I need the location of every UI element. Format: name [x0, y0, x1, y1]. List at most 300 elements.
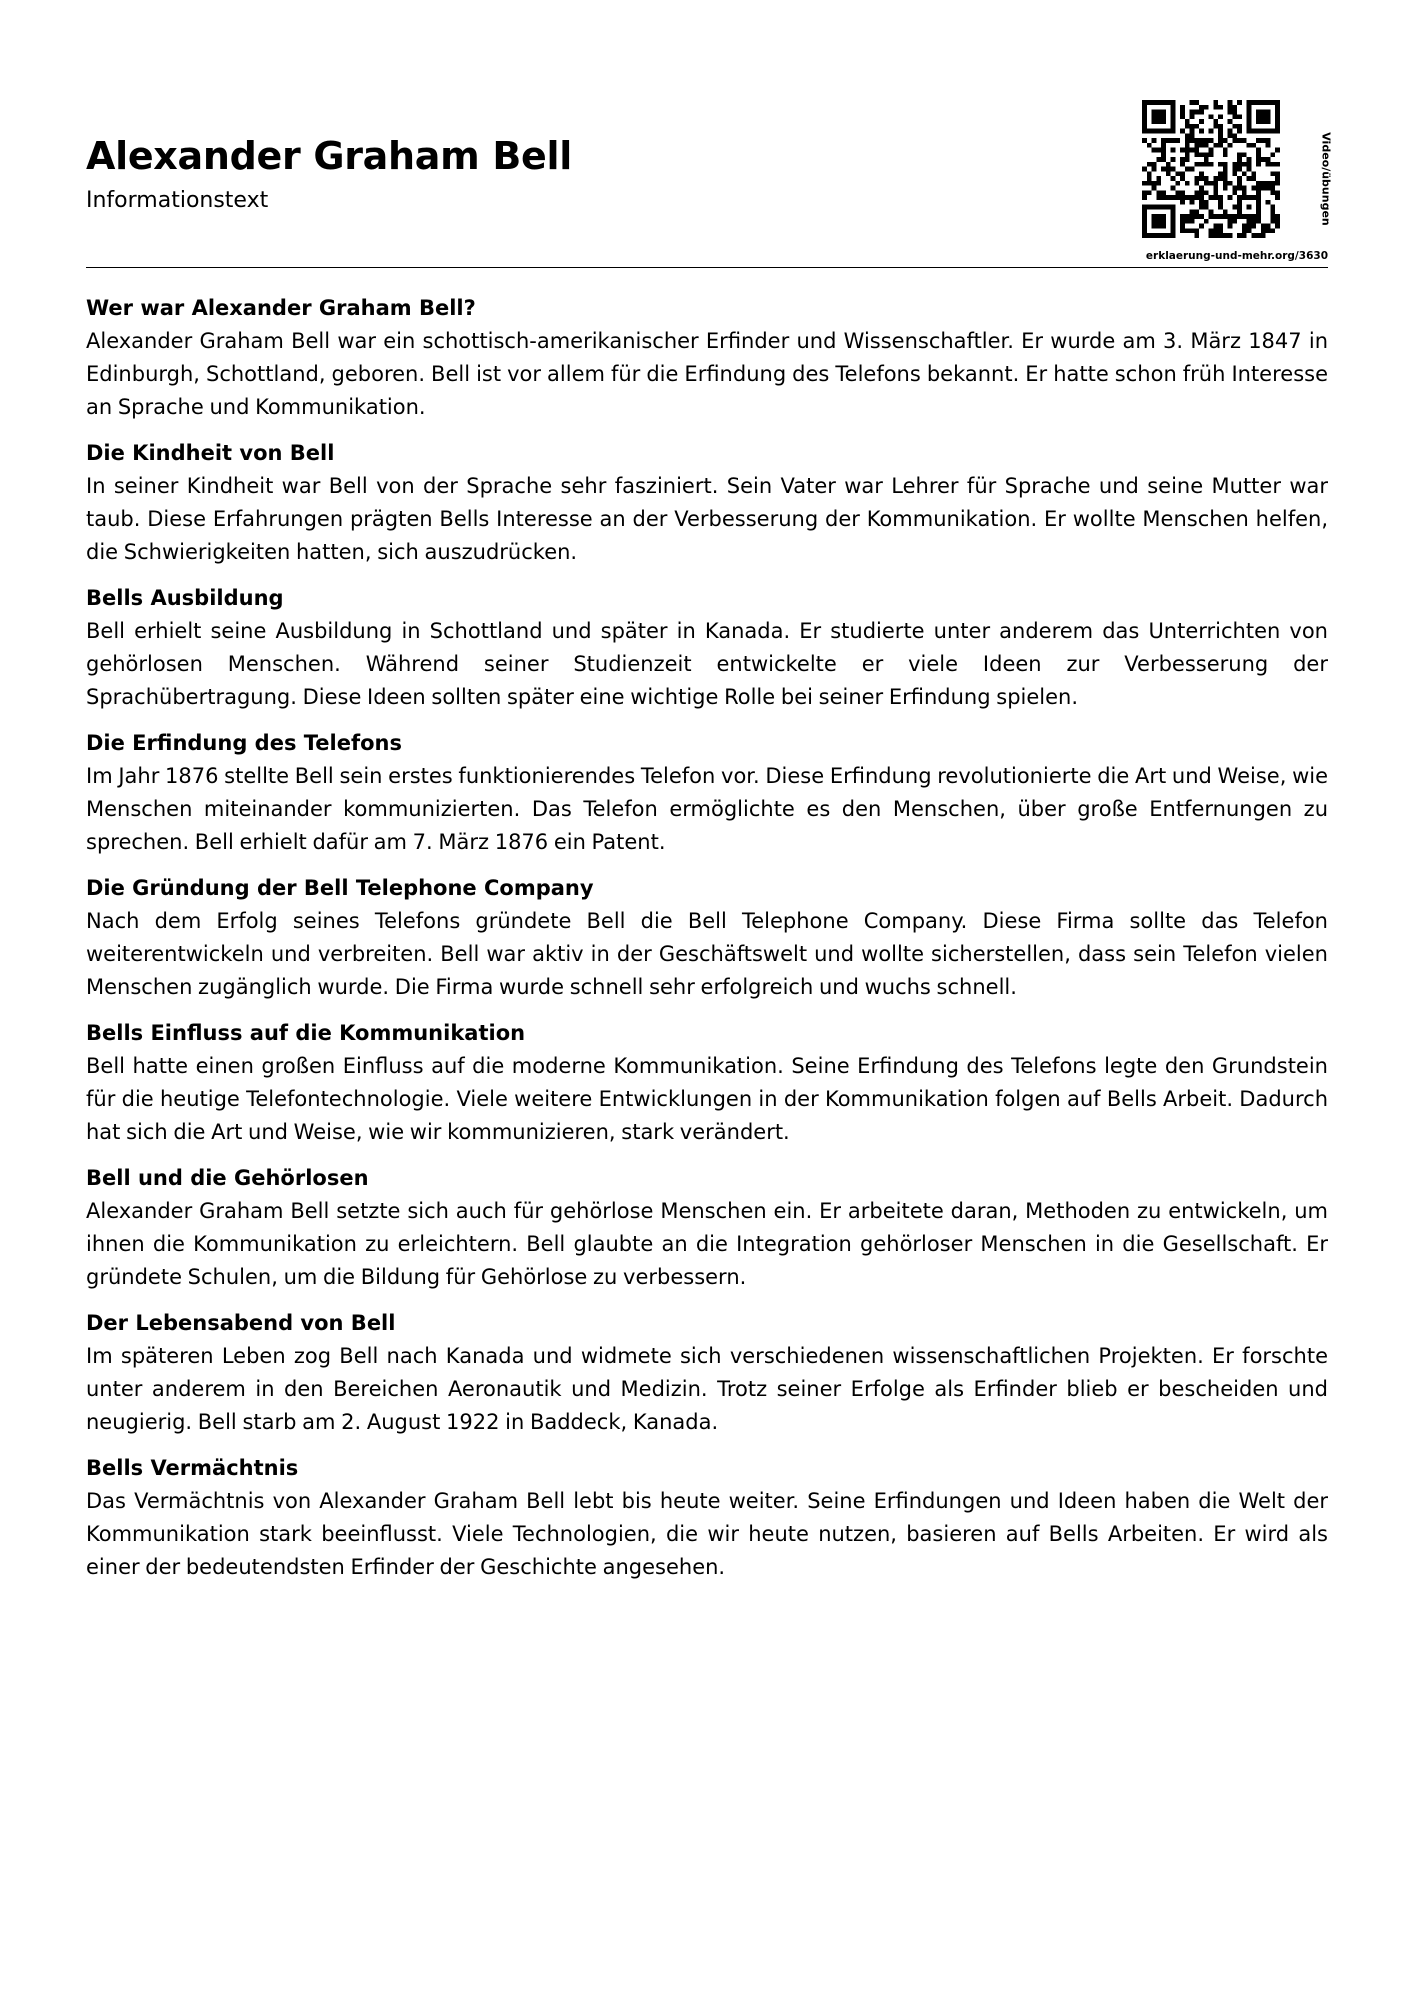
qr-module [1190, 167, 1195, 172]
qr-module [1261, 114, 1266, 119]
qr-module [1142, 214, 1147, 219]
qr-module [1152, 186, 1157, 191]
qr-module [1190, 219, 1195, 224]
qr-module [1147, 176, 1152, 181]
qr-module [1218, 171, 1223, 176]
qr-module [1156, 224, 1161, 229]
qr-module [1199, 110, 1204, 115]
qr-module [1275, 105, 1280, 110]
qr-module [1209, 129, 1214, 134]
qr-module [1161, 119, 1166, 124]
qr-module [1185, 228, 1190, 233]
qr-module [1199, 190, 1204, 195]
video-exercises-label [1316, 124, 1336, 234]
qr-module [1142, 181, 1147, 186]
qr-module [1147, 181, 1152, 186]
qr-module [1251, 219, 1256, 224]
qr-module [1247, 124, 1252, 129]
qr-module [1209, 181, 1214, 186]
section-heading: Die Gründung der Bell Telephone Company [86, 876, 594, 900]
qr-module [1270, 228, 1275, 233]
qr-module [1237, 138, 1242, 143]
qr-module [1204, 105, 1209, 110]
qr-module [1171, 186, 1176, 191]
section-company-founding [86, 872, 1328, 1004]
qr-module [1161, 219, 1166, 224]
qr-module [1275, 100, 1280, 105]
qr-module [1232, 190, 1237, 195]
qr-module [1142, 167, 1147, 172]
qr-module [1190, 148, 1195, 153]
section-text: Alexander Graham Bell war ein schottisch-amerikanischer Erfinder und Wissenschaftler. Er wurde am 3. März 1847 in Edinburgh, Schottland, geboren. Bell ist vor allem für die Erfindung des Telefons bekannt. Er hatte schon früh Interesse an Sprache und Kommunikation. [86, 329, 1328, 419]
qr-module [1180, 219, 1185, 224]
qr-module [1237, 167, 1242, 172]
qr-module [1251, 100, 1256, 105]
qr-module [1180, 162, 1185, 167]
section-who-was-bell [86, 292, 1328, 424]
qr-module [1194, 214, 1199, 219]
qr-module [1228, 119, 1233, 124]
qr-url-link[interactable]: erklaerung-und-mehr.org/3630 [1145, 250, 1328, 262]
qr-module [1270, 100, 1275, 105]
qr-module [1237, 114, 1242, 119]
qr-module [1142, 114, 1147, 119]
qr-module [1180, 190, 1185, 195]
qr-module [1180, 105, 1185, 110]
qr-module [1204, 138, 1209, 143]
qr-module [1171, 110, 1176, 115]
qr-module [1175, 181, 1180, 186]
qr-module [1266, 157, 1271, 162]
qr-code-icon[interactable] [1142, 100, 1280, 238]
qr-module [1218, 162, 1223, 167]
qr-module [1194, 233, 1199, 238]
qr-module [1232, 110, 1237, 115]
qr-module [1194, 228, 1199, 233]
qr-module [1218, 114, 1223, 119]
qr-module [1237, 195, 1242, 200]
qr-module [1266, 162, 1271, 167]
qr-code-graphic [1142, 100, 1280, 238]
qr-module [1185, 138, 1190, 143]
qr-module [1204, 190, 1209, 195]
qr-module [1204, 181, 1209, 186]
qr-module [1270, 214, 1275, 219]
qr-module [1218, 138, 1223, 143]
qr-module [1185, 119, 1190, 124]
qr-module [1171, 100, 1176, 105]
qr-module [1232, 167, 1237, 172]
qr-module [1247, 167, 1252, 172]
qr-module [1223, 176, 1228, 181]
video-exercises-text: Video/übungen [1319, 132, 1333, 226]
section-text: Nach dem Erfolg seines Telefons gründete Bell die Bell Telephone Company. Diese Firma sollte das Telefon weiterentwickeln und verbreiten. Bell war aktiv in der Geschäftswelt und wollte sicherstellen, dass sein Telefon vielen Menschen zugänglich wurde. Die Firma wurde schnell sehr erfolgreich und wuchs schnell. [86, 909, 1328, 999]
qr-module [1237, 100, 1242, 105]
qr-module [1190, 124, 1195, 129]
section-heading: Der Lebensabend von Bell [86, 1311, 396, 1335]
qr-module [1232, 138, 1237, 143]
qr-module [1185, 124, 1190, 129]
qr-module [1247, 143, 1252, 148]
qr-module [1194, 181, 1199, 186]
qr-module [1275, 224, 1280, 229]
qr-module [1152, 205, 1157, 210]
qr-module [1223, 233, 1228, 238]
qr-module [1256, 119, 1261, 124]
qr-module [1180, 224, 1185, 229]
qr-module [1194, 148, 1199, 153]
qr-module [1166, 195, 1171, 200]
page-title: Alexander Graham Bell [86, 134, 572, 178]
qr-module [1228, 129, 1233, 134]
section-childhood [86, 437, 1328, 569]
qr-module [1171, 233, 1176, 238]
qr-module [1275, 148, 1280, 153]
qr-module [1199, 119, 1204, 124]
qr-module [1237, 157, 1242, 162]
qr-module [1156, 190, 1161, 195]
qr-module [1152, 110, 1157, 115]
qr-module [1194, 162, 1199, 167]
qr-module [1237, 129, 1242, 134]
qr-module [1152, 119, 1157, 124]
qr-module [1152, 162, 1157, 167]
qr-module [1171, 195, 1176, 200]
qr-module [1237, 200, 1242, 205]
qr-module [1261, 233, 1266, 238]
qr-module [1247, 214, 1252, 219]
qr-module [1218, 214, 1223, 219]
header-divider [86, 267, 1328, 268]
qr-module [1270, 205, 1275, 210]
qr-module [1199, 105, 1204, 110]
qr-module [1180, 129, 1185, 134]
qr-module [1171, 219, 1176, 224]
qr-module [1232, 219, 1237, 224]
qr-module [1185, 167, 1190, 172]
section-heading: Wer war Alexander Graham Bell? [86, 296, 476, 320]
qr-module [1199, 200, 1204, 205]
qr-module [1171, 205, 1176, 210]
qr-module [1190, 209, 1195, 214]
qr-module [1152, 167, 1157, 172]
qr-module [1266, 119, 1271, 124]
qr-module [1194, 100, 1199, 105]
qr-module [1166, 129, 1171, 134]
qr-module [1161, 195, 1166, 200]
qr-module [1180, 114, 1185, 119]
qr-module [1180, 148, 1185, 153]
section-telephone-invention [86, 727, 1328, 859]
qr-module [1256, 214, 1261, 219]
qr-module [1247, 219, 1252, 224]
qr-module [1142, 228, 1147, 233]
qr-module [1209, 162, 1214, 167]
qr-module [1194, 138, 1199, 143]
qr-module [1204, 157, 1209, 162]
qr-module [1166, 138, 1171, 143]
qr-module [1228, 133, 1233, 138]
qr-module [1204, 143, 1209, 148]
qr-module [1247, 195, 1252, 200]
qr-module [1251, 176, 1256, 181]
qr-module [1185, 157, 1190, 162]
qr-module [1256, 219, 1261, 224]
qr-module [1256, 209, 1261, 214]
qr-module [1171, 114, 1176, 119]
qr-module [1142, 119, 1147, 124]
qr-module [1166, 171, 1171, 176]
qr-module [1228, 214, 1233, 219]
qr-module [1199, 162, 1204, 167]
qr-module [1266, 224, 1271, 229]
qr-module [1232, 186, 1237, 191]
qr-module [1275, 124, 1280, 129]
qr-module [1261, 224, 1266, 229]
qr-module [1190, 114, 1195, 119]
qr-module [1175, 190, 1180, 195]
qr-module [1152, 233, 1157, 238]
qr-module [1256, 186, 1261, 191]
qr-module [1232, 162, 1237, 167]
qr-module [1199, 129, 1204, 134]
qr-module [1266, 228, 1271, 233]
qr-module [1161, 110, 1166, 115]
qr-module [1156, 195, 1161, 200]
qr-module [1161, 214, 1166, 219]
qr-module [1156, 181, 1161, 186]
qr-module [1171, 129, 1176, 134]
qr-module [1147, 205, 1152, 210]
qr-module [1156, 176, 1161, 181]
qr-module [1242, 228, 1247, 233]
qr-module [1256, 162, 1261, 167]
qr-module [1204, 176, 1209, 181]
qr-module [1142, 110, 1147, 115]
qr-module [1152, 100, 1157, 105]
qr-module [1213, 105, 1218, 110]
qr-module [1261, 129, 1266, 134]
qr-module [1171, 148, 1176, 153]
qr-module [1237, 181, 1242, 186]
qr-module [1142, 138, 1147, 143]
qr-module [1261, 100, 1266, 105]
section-text: Bell erhielt seine Ausbildung in Schottland und später in Kanada. Er studierte unter anderem das Unterrichten von gehörlosen Menschen. Während seiner Studienzeit entwickelte er viele Ideen zur Verbesserung der Sprachübertragung. Diese Ideen sollten später eine wichtige Rolle bei seiner Erfindung spielen. [86, 619, 1328, 709]
qr-module [1171, 224, 1176, 229]
qr-module [1171, 105, 1176, 110]
qr-module [1247, 110, 1252, 115]
qr-module [1232, 133, 1237, 138]
qr-module [1152, 114, 1157, 119]
qr-module [1213, 228, 1218, 233]
qr-module [1194, 110, 1199, 115]
qr-module [1185, 195, 1190, 200]
qr-module [1199, 176, 1204, 181]
section-legacy [86, 1452, 1328, 1584]
qr-module [1156, 157, 1161, 162]
qr-module [1161, 148, 1166, 153]
qr-module [1194, 190, 1199, 195]
qr-module [1251, 143, 1256, 148]
qr-module [1218, 195, 1223, 200]
qr-module [1247, 157, 1252, 162]
qr-module [1209, 214, 1214, 219]
qr-module [1213, 190, 1218, 195]
qr-module [1175, 138, 1180, 143]
qr-module [1185, 143, 1190, 148]
qr-module [1228, 181, 1233, 186]
qr-module [1275, 114, 1280, 119]
qr-module [1190, 100, 1195, 105]
qr-module [1261, 119, 1266, 124]
qr-module [1247, 224, 1252, 229]
qr-module [1275, 162, 1280, 167]
section-heading: Bells Ausbildung [86, 586, 284, 610]
qr-module [1171, 167, 1176, 172]
qr-module [1228, 100, 1233, 105]
qr-module [1190, 200, 1195, 205]
qr-module [1185, 152, 1190, 157]
qr-module [1275, 195, 1280, 200]
qr-module [1247, 100, 1252, 105]
qr-module [1204, 152, 1209, 157]
qr-module [1228, 195, 1233, 200]
qr-module [1247, 162, 1252, 167]
qr-module [1142, 195, 1147, 200]
qr-module [1242, 171, 1247, 176]
qr-module [1247, 114, 1252, 119]
qr-module [1237, 176, 1242, 181]
qr-module [1147, 233, 1152, 238]
qr-module [1161, 190, 1166, 195]
qr-module [1247, 119, 1252, 124]
qr-module [1209, 209, 1214, 214]
qr-module [1166, 162, 1171, 167]
qr-module [1194, 209, 1199, 214]
qr-module [1142, 205, 1147, 210]
qr-module [1223, 209, 1228, 214]
qr-module [1161, 138, 1166, 143]
qr-module [1242, 233, 1247, 238]
qr-module [1213, 176, 1218, 181]
qr-module [1171, 228, 1176, 233]
qr-module [1194, 176, 1199, 181]
qr-module [1156, 129, 1161, 134]
qr-module [1152, 181, 1157, 186]
qr-module [1147, 100, 1152, 105]
qr-module [1199, 138, 1204, 143]
qr-module [1156, 119, 1161, 124]
qr-module [1180, 171, 1185, 176]
qr-module [1223, 171, 1228, 176]
qr-module [1218, 200, 1223, 205]
qr-module [1218, 205, 1223, 210]
qr-module [1142, 129, 1147, 134]
qr-module [1256, 181, 1261, 186]
qr-module [1213, 181, 1218, 186]
qr-module [1237, 124, 1242, 129]
qr-module [1156, 114, 1161, 119]
qr-module [1180, 195, 1185, 200]
qr-module [1266, 186, 1271, 191]
qr-module [1251, 195, 1256, 200]
section-text: Im späteren Leben zog Bell nach Kanada und widmete sich verschiedenen wissenschaftlichen Projekten. Er forschte unter anderem in den Bereichen Aeronautik und Medizin. Trotz seiner Erfolge als Erfinder blieb er bescheiden und neugierig. Bell starb am 2. August 1922 in Baddeck, Kanada. [86, 1344, 1328, 1434]
qr-module [1247, 176, 1252, 181]
qr-module [1213, 233, 1218, 238]
qr-module [1266, 129, 1271, 134]
qr-module [1152, 214, 1157, 219]
qr-module [1147, 162, 1152, 167]
section-text: Das Vermächtnis von Alexander Graham Bell lebt bis heute weiter. Seine Erfindungen und Ideen haben die Welt der Kommunikation stark beeinflusst. Viele Technologien, die wir heute nutzen, basieren auf Bells Arbeiten. Er wird als einer der bedeutendsten Erfinder der Geschichte angesehen. [86, 1489, 1328, 1579]
qr-module [1251, 186, 1256, 191]
qr-module [1270, 129, 1275, 134]
qr-module [1213, 124, 1218, 129]
qr-module [1180, 157, 1185, 162]
qr-module [1251, 129, 1256, 134]
qr-module [1256, 129, 1261, 134]
qr-module [1270, 181, 1275, 186]
qr-module [1213, 100, 1218, 105]
qr-module [1256, 233, 1261, 238]
qr-module [1218, 105, 1223, 110]
qr-module [1199, 195, 1204, 200]
qr-module [1275, 214, 1280, 219]
qr-module [1199, 171, 1204, 176]
qr-module [1156, 100, 1161, 105]
qr-module [1147, 171, 1152, 176]
qr-module [1190, 133, 1195, 138]
qr-module [1213, 195, 1218, 200]
page-subtitle: Informationstext [86, 188, 269, 213]
qr-module [1204, 219, 1209, 224]
qr-module [1261, 110, 1266, 115]
qr-module [1185, 219, 1190, 224]
qr-module [1190, 228, 1195, 233]
qr-module [1142, 190, 1147, 195]
qr-module [1247, 228, 1252, 233]
qr-module [1256, 200, 1261, 205]
qr-module [1266, 110, 1271, 115]
qr-module [1275, 190, 1280, 195]
qr-module [1232, 105, 1237, 110]
qr-module [1237, 214, 1242, 219]
qr-module [1152, 148, 1157, 153]
qr-module [1199, 224, 1204, 229]
qr-module [1256, 100, 1261, 105]
qr-module [1218, 224, 1223, 229]
qr-module [1171, 176, 1176, 181]
qr-module [1242, 224, 1247, 229]
qr-module [1161, 157, 1166, 162]
qr-module [1190, 214, 1195, 219]
qr-module [1209, 228, 1214, 233]
qr-module [1266, 181, 1271, 186]
qr-module [1237, 186, 1242, 191]
qr-module [1275, 219, 1280, 224]
section-heading: Die Erfindung des Telefons [86, 731, 402, 755]
qr-module [1142, 224, 1147, 229]
qr-module [1204, 200, 1209, 205]
qr-module [1270, 219, 1275, 224]
qr-module [1218, 124, 1223, 129]
qr-module [1223, 214, 1228, 219]
qr-module [1232, 205, 1237, 210]
qr-module [1185, 148, 1190, 153]
qr-module [1166, 205, 1171, 210]
qr-module [1223, 138, 1228, 143]
qr-module [1161, 114, 1166, 119]
qr-module [1256, 157, 1261, 162]
